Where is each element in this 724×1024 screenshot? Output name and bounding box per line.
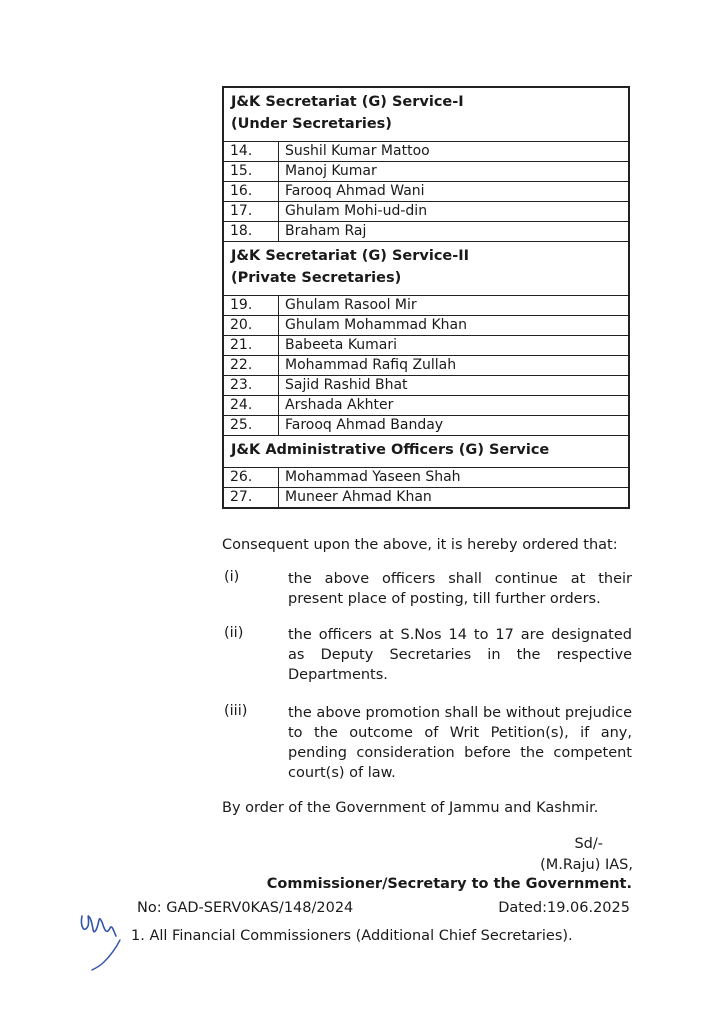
serial-number: 24.	[224, 396, 279, 416]
section-heading-row	[224, 436, 629, 468]
table-row	[224, 376, 629, 396]
table-row	[224, 396, 629, 416]
clause-text: the officers at S.Nos 14 to 17 are designated as Deputy Secretaries in the respective Departments.	[288, 627, 632, 683]
section-heading: J&K Secretariat (G) Service-I (Under Secretaries)	[224, 88, 629, 142]
serial-number: 27.	[224, 488, 279, 508]
clause-number: (iii)	[224, 703, 248, 719]
order-line: By order of the Government of Jammu and Kashmir.	[222, 800, 599, 816]
table-row	[224, 222, 629, 242]
reference-date: Dated:19.06.2025	[498, 900, 630, 916]
reference-number: No: GAD-SERV0KAS/148/2024	[137, 900, 354, 916]
officer-name: Ghulam Rasool Mir	[279, 296, 629, 316]
sd-mark: Sd/-	[574, 836, 603, 852]
table-row	[224, 468, 629, 488]
serial-number: 26.	[224, 468, 279, 488]
signatory-designation: Commissioner/Secretary to the Government.	[266, 876, 632, 892]
serial-number: 23.	[224, 376, 279, 396]
serial-number: 14.	[224, 142, 279, 162]
officer-name: Babeeta Kumari	[279, 336, 629, 356]
signatory-name: (M.Raju) IAS,	[540, 857, 633, 873]
table-row	[224, 162, 629, 182]
serial-number: 19.	[224, 296, 279, 316]
serial-number: 18.	[224, 222, 279, 242]
intro-text: Consequent upon the above, it is hereby ordered that:	[222, 537, 618, 553]
clause-text: the above promotion shall be without prejudice to the outcome of Writ Petition(s), if any, pending consideration before the competent court(s) of law.	[288, 705, 632, 781]
clause-number: (ii)	[224, 625, 244, 641]
officer-name: Mohammad Rafiq Zullah	[279, 356, 629, 376]
serial-number: 21.	[224, 336, 279, 356]
officer-name: Ghulam Mohi-ud-din	[279, 202, 629, 222]
officer-name: Farooq Ahmad Banday	[279, 416, 629, 436]
table-row	[224, 202, 629, 222]
table-row	[224, 488, 629, 508]
officer-name: Arshada Akhter	[279, 396, 629, 416]
officer-name: Muneer Ahmad Khan	[279, 488, 629, 508]
serial-number: 25.	[224, 416, 279, 436]
officer-name: Manoj Kumar	[279, 162, 629, 182]
section-heading-row	[224, 88, 629, 142]
table-row	[224, 356, 629, 376]
officer-name: Mohammad Yaseen Shah	[279, 468, 629, 488]
table-row	[224, 296, 629, 316]
table-row	[224, 142, 629, 162]
section-heading-row	[224, 242, 629, 296]
serial-number: 22.	[224, 356, 279, 376]
copy-recipient: 1. All Financial Commissioners (Additional Chief Secretaries).	[131, 928, 573, 944]
serial-number: 20.	[224, 316, 279, 336]
table-row	[224, 182, 629, 202]
officers-table	[222, 86, 630, 509]
officer-name: Farooq Ahmad Wani	[279, 182, 629, 202]
serial-number: 15.	[224, 162, 279, 182]
table-row	[224, 316, 629, 336]
clause-number: (i)	[224, 569, 240, 585]
officer-name: Braham Raj	[279, 222, 629, 242]
officers-table-body	[223, 87, 629, 508]
officer-name: Sajid Rashid Bhat	[279, 376, 629, 396]
table-row	[224, 416, 629, 436]
officer-name: Ghulam Mohammad Khan	[279, 316, 629, 336]
section-heading: J&K Administrative Officers (G) Service	[224, 436, 629, 468]
serial-number: 16.	[224, 182, 279, 202]
officer-name: Sushil Kumar Mattoo	[279, 142, 629, 162]
serial-number: 17.	[224, 202, 279, 222]
table-row	[224, 336, 629, 356]
section-heading: J&K Secretariat (G) Service-II (Private Secretaries)	[224, 242, 629, 296]
clause-text: the above officers shall continue at their present place of posting, till further orders.	[288, 571, 632, 607]
